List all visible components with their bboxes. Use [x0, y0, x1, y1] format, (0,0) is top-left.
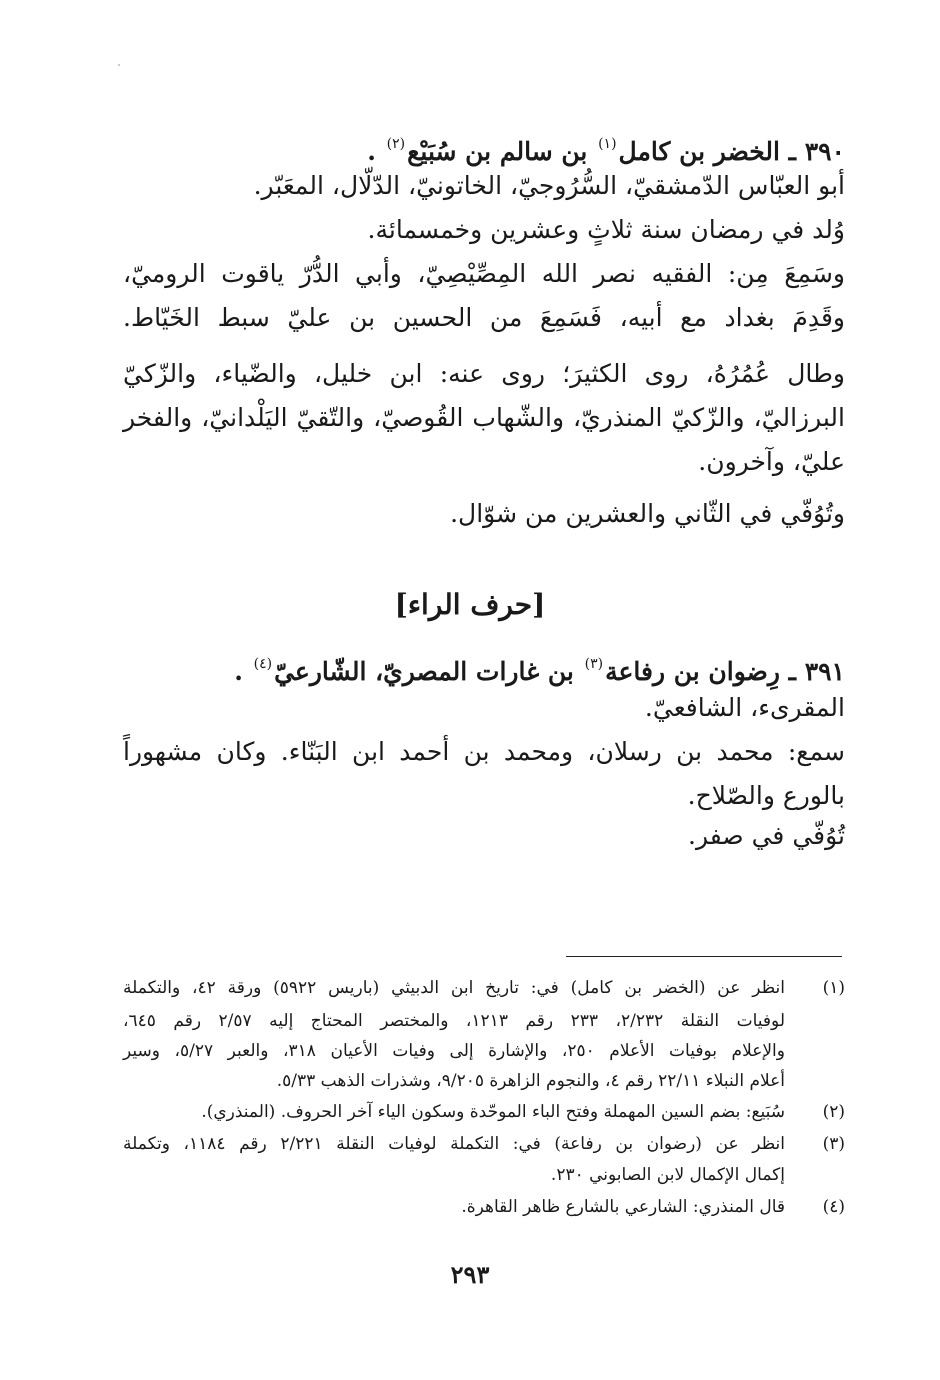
footnote-4-number: (٤): [822, 1197, 845, 1217]
entry-390-heading-end: .: [367, 137, 376, 166]
footnote-2-line-1: سُبَيع: بضم السين المهملة وفتح الباء الموحّدة وسكون الياء آخر الحروف. (المنذري).: [201, 1102, 785, 1122]
footnote-1-line-1: انظر عن (الخضر بن كامل) في: تاريخ ابن الدبيثي (باريس ٥٩٢٢) ورقة ٤٢، والتكملة: [123, 978, 786, 998]
entry-390-line-7: عليّ، وآخرون.: [698, 447, 845, 476]
footnote-ref-4[interactable]: (٤): [253, 656, 273, 672]
entry-390-line-8: وتُوُفّي في الثّاني والعشرين من شوّال.: [450, 499, 845, 528]
entry-391-line-2: سمع: محمد بن رسلان، ومحمد بن أحمد ابن البَنّاء. وكان مشهوراً: [123, 737, 846, 766]
footnote-divider: [566, 956, 842, 957]
entry-391-heading: [234, 644, 845, 692]
footnote-3-number: (٣): [822, 1134, 845, 1154]
entry-390-line-4: وقَدِمَ بغداد مع أبيه، فَسَمِعَ من الحسين بن عليّ سبط الخَيّاط.: [123, 303, 845, 332]
footnote-1-line-3: والإعلام بوفيات الأعلام ٢٥٠، والإشارة إلى وفيات الأعيان ٣١٨، والعبر ٥/٢٧، وسير: [123, 1041, 785, 1061]
entry-390-line-2: وُلد في رمضان سنة ثلاثٍ وعشرين وخمسمائة.: [367, 215, 845, 244]
footnote-3-line-1: انظر عن (رضوان بن رفاعة) في: التكملة لوفيات النقلة ٢/٢٢١ رقم ١١٨٤، وتكملة: [123, 1134, 785, 1154]
entry-390-line-1: أبو العبّاس الدّمشقيّ، السُّرُوجيّ، الخاتونيّ، الدّلّال، المعَبّر.: [253, 171, 845, 200]
entry-391-line-4: تُوُفّي في صفر.: [688, 821, 845, 850]
entry-390-heading: [367, 124, 845, 172]
footnote-ref-1[interactable]: (١): [598, 136, 617, 152]
entry-390-line-6: البرزاليّ، والزّكيّ المنذريّ، والشّهاب القُوصيّ، والتّقيّ اليَلْدانيّ، والفخر: [123, 403, 845, 432]
footnote-ref-3[interactable]: (٣): [584, 656, 604, 672]
entry-390-name-part-a: الخضر بن كامل: [618, 137, 780, 166]
entry-390-number: ٣٩٠ ـ: [788, 137, 845, 166]
section-title: [حرف الراء]: [394, 588, 546, 621]
footnote-4-line-1: قال المنذري: الشارعي بالشارع ظاهر القاهرة.: [461, 1197, 785, 1217]
footnote-ref-2[interactable]: (٢): [386, 136, 406, 152]
entry-390-line-3: وسَمِعَ مِن: الفقيه نصر الله المِصِّيْصِيّ، وأبي الدُّرّ ياقوت الروميّ،: [123, 259, 845, 288]
entry-391-line-3: بالورع والصّلاح.: [687, 781, 845, 810]
footnote-3-line-2: إكمال الإكمال لابن الصابوني ٢٣٠.: [550, 1165, 785, 1185]
entry-391-line-1: المقرىء، الشافعيّ.: [644, 693, 845, 722]
entry-391-heading-end: .: [234, 657, 243, 686]
page-number: ٢٩٣: [450, 1260, 490, 1289]
footnote-1-number: (١): [822, 978, 845, 998]
entry-391-number: ٣٩١ ـ: [788, 657, 845, 686]
scan-speck: [118, 64, 120, 66]
footnote-1-line-4: أعلام النبلاء ٢٢/١١ رقم ٤، والنجوم الزاهرة ٩/٢٠٥، وشذرات الذهب ٥/٣٣.: [276, 1071, 785, 1091]
footnote-2-number: (٢): [822, 1102, 845, 1122]
footnote-1-line-2: لوفيات النقلة ٢/٢٣٢، ٢٣٣ رقم ١٢١٣، والمختصر المحتاج إليه ٢/٥٧ رقم ٦٤٥،: [123, 1011, 786, 1031]
entry-391-name-part-b: بن غارات المصريّ، الشّارعيّ: [274, 657, 574, 686]
entry-390-line-5: وطال عُمُرُهُ، روى الكثيرَ؛ روى عنه: ابن خليل، والضّياء، والزّكيّ: [123, 359, 845, 388]
entry-391-name-part-a: رِضوان بن رفاعة: [605, 657, 780, 686]
entry-390-name-part-b: بن سالم بن سُبَيْع: [407, 137, 588, 166]
